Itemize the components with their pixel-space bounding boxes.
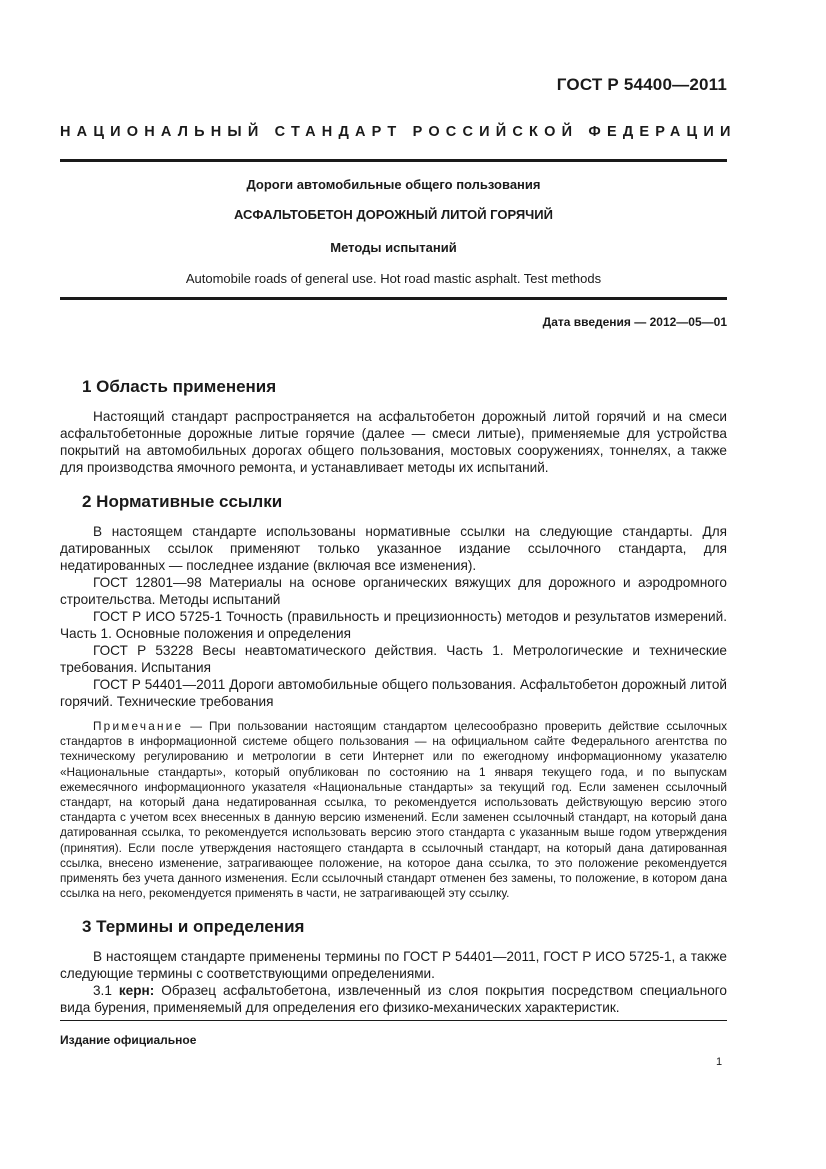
- note-label: Примечание: [93, 719, 184, 733]
- section-3-heading: 3 Термины и определения: [82, 917, 305, 937]
- title-line-3: Методы испытаний: [330, 240, 457, 255]
- page-number: 1: [716, 1056, 723, 1068]
- term-text: Образец асфальтобетона, извлеченный из слоя покрытия посредством специального вида бурения, применяемый для определения его физико-механических характеристик.: [60, 983, 727, 1016]
- term-name: керн:: [118, 983, 155, 999]
- reference-gost-54401: ГОСТ Р 54401—2011 Дороги автомобильные общего пользования. Асфальтобетон дорожный литой горячий. Технические требования: [60, 677, 727, 709]
- english-title: Automobile roads of general use. Hot road mastic asphalt. Test methods: [185, 271, 602, 286]
- section-1: [60, 376, 727, 476]
- note-text: — При пользовании настоящим стандартом целесообразно проверить действие ссылочных стандартов в информационной системе общего пользования — на официальном сайте Федерального агентства по техническому регулированию и метрологии в сети Интернет или по ежегодному информационному указателю «Национальные стандарты», который опубликован по состоянию на 1 января текущего года, и по выпускам ежемесячного информационного указателя «Национальные стандарты» за текущий год. Если заменен ссылочный стандарт, на который дана недатированная ссылка, то рекомендуется использовать действующую версию этого стандарта с учетом всех внесенных в данную версию изменений. Если заменен ссылочный стандарт, на который дана датированная ссылка, то рекомендуется использовать версию этого стандарта с указанным выше годом утверждения (принятия). Если после утверждения настоящего стандарта в ссылочный стандарт, на который дана датированная ссылка, внесено изменение, затрагивающее положение, на которое дана ссылка, то это положение рекомендуется применять без учета данного изменения. Если ссылочный стандарт отменен без замены, то положение, в котором дана ссылка на него, рекомендуется применять в части, не затрагивающей эту ссылку.: [60, 719, 727, 901]
- note: [60, 719, 727, 901]
- gost-code: ГОСТ Р 54400—2011: [556, 75, 727, 94]
- top-rule: [60, 159, 727, 162]
- title-rule: [60, 297, 727, 300]
- title-line-2: АСФАЛЬТОБЕТОН ДОРОЖНЫЙ ЛИТОЙ ГОРЯЧИЙ: [233, 207, 553, 222]
- section-3: [60, 916, 727, 1016]
- term-number: 3.1: [93, 983, 119, 999]
- section-3-paragraph-1: В настоящем стандарте применены термины по ГОСТ Р 54401—2011, ГОСТ Р ИСО 5725-1, а также следующие термины с соответствующими определениями.: [60, 949, 727, 982]
- official-edition-label: Издание официальное: [60, 1033, 197, 1047]
- section-1-paragraph: Настоящий стандарт распространяется на асфальтобетон дорожный литой горячий и на смеси асфальтобетонные дорожные литые горячие (далее — смеси литые), применяемые для устройства покрытий на автомобильных дорогах общего пользования, мостовых сооружениях, тоннелях, а также для производства ямочного ремонта, и устанавливает методы их испытаний.: [60, 409, 727, 475]
- national-standard-banner: НАЦИОНАЛЬНЫЙ СТАНДАРТ РОССИЙСКОЙ ФЕДЕРАЦИИ: [60, 124, 737, 140]
- title-line-1: Дороги автомобильные общего пользования: [246, 177, 541, 192]
- section-1-heading: 1 Область применения: [82, 377, 277, 396]
- term-definition-core: [60, 982, 727, 1016]
- section-2: [60, 491, 727, 901]
- section-2-heading: 2 Нормативные ссылки: [82, 492, 283, 511]
- section-2-paragraph-1: В настоящем стандарте использованы нормативные ссылки на следующие стандарты. Для датированных ссылок применяют только указанное издание ссылочного стандарта, для недатированных — последнее издание (включая все изменения).: [60, 524, 727, 573]
- main-content: [60, 376, 727, 1016]
- footer-rule: [60, 1020, 727, 1021]
- introduction-date: Дата введения — 2012—05—01: [542, 315, 727, 329]
- reference-gost-iso-5725: ГОСТ Р ИСО 5725-1 Точность (правильность и прецизионность) методов и результатов измерений. Часть 1. Основные положения и определения: [60, 609, 727, 641]
- reference-gost-53228: ГОСТ Р 53228 Весы неавтоматического действия. Часть 1. Метрологические и технические требования. Испытания: [60, 643, 727, 675]
- reference-gost-12801: ГОСТ 12801—98 Материалы на основе органических вяжущих для дорожного и аэродромного строительства. Методы испытаний: [60, 575, 727, 607]
